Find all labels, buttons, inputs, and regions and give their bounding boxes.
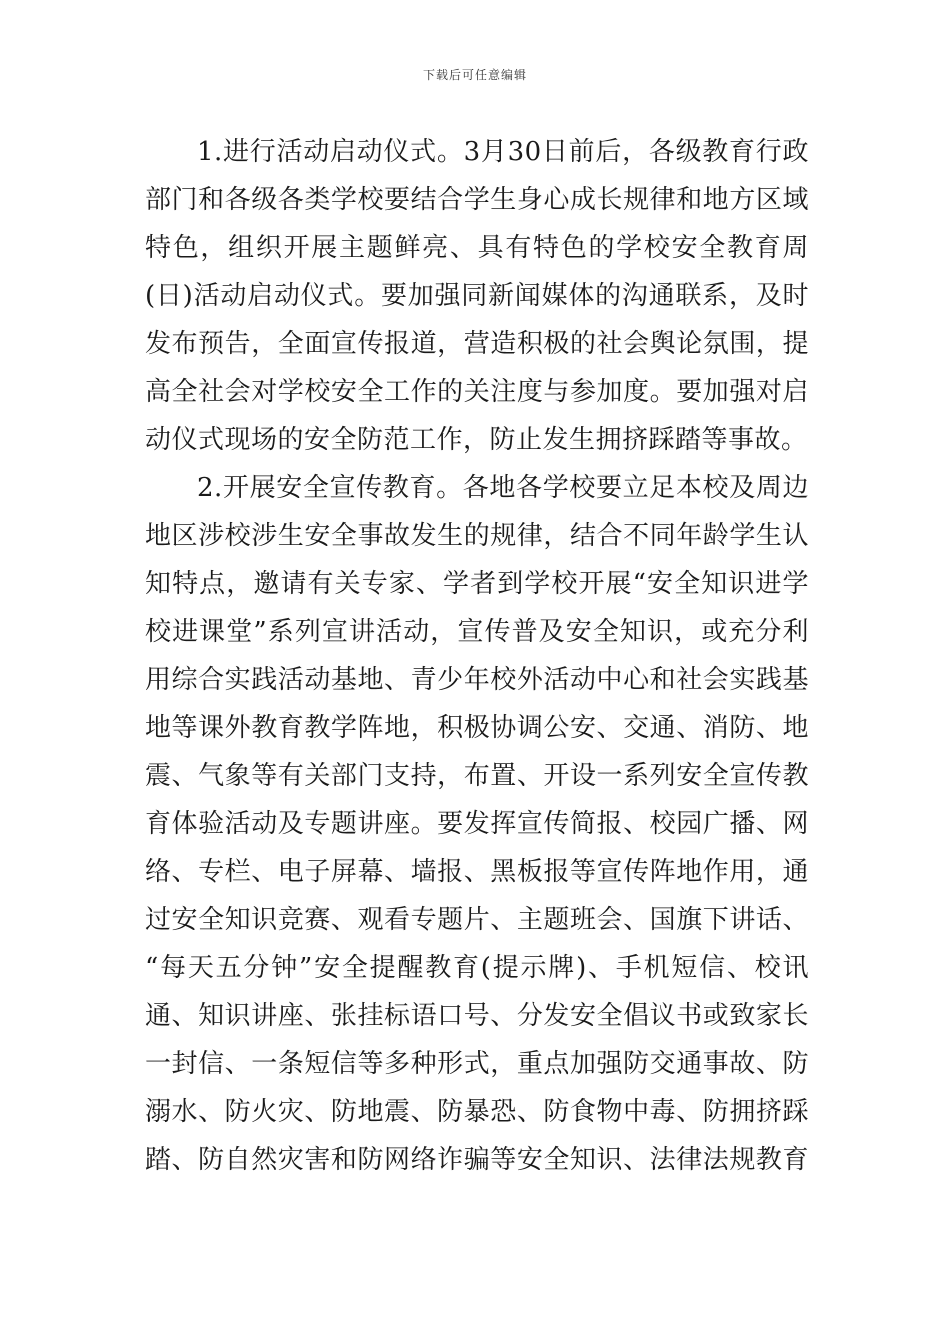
paragraph-1-line: 特色，组织开展主题鲜亮、具有特色的学校安全教育周 [145, 233, 809, 263]
paragraph-1-line: 动仪式现场的安全防范工作，防止发生拥挤踩踏等事故。 [145, 425, 808, 455]
paragraph-2-line: 知特点，邀请有关专家、学者到学校开展“安全知识进学 [145, 569, 809, 599]
paragraph-1-line: (日)活动启动仪式。要加强同新闻媒体的沟通联系，及时 [145, 281, 809, 311]
paragraph-2-line: 震、气象等有关部门支持，布置、开设一系列安全宣传教 [145, 761, 809, 791]
paragraph-2-line: 过安全知识竞赛、观看专题片、主题班会、国旗下讲话、 [145, 905, 809, 935]
paragraph-2-line: 踏、防自然灾害和防网络诈骗等安全知识、法律法规教育 [145, 1145, 809, 1175]
paragraph-2-line: 育体验活动及专题讲座。要发挥宣传简报、校园广播、网 [145, 809, 809, 839]
paragraph-2-line: 地等课外教育教学阵地，积极协调公安、交通、消防、地 [145, 713, 809, 743]
paragraph-1-line: 1.进行活动启动仪式。3月30日前后，各级教育行政 [197, 137, 809, 167]
paragraph-2-line: “每天五分钟”安全提醒教育(提示牌)、手机短信、校讯 [145, 953, 809, 983]
paragraph-1-line: 部门和各级各类学校要结合学生身心成长规律和地方区域 [145, 185, 809, 215]
paragraph-2-line: 2.开展安全宣传教育。各地各学校要立足本校及周边 [197, 473, 809, 503]
paragraph-2-line: 校进课堂”系列宣讲活动，宣传普及安全知识，或充分利 [145, 617, 809, 647]
paragraph-2-line: 用综合实践活动基地、青少年校外活动中心和社会实践基 [145, 665, 809, 695]
document-body [145, 128, 809, 1184]
page-header: 下载后可任意编辑 [422, 68, 527, 82]
paragraph-1-line: 高全社会对学校安全工作的关注度与参加度。要加强对启 [145, 377, 809, 407]
paragraph-2-line: 溺水、防火灾、防地震、防暴恐、防食物中毒、防拥挤踩 [145, 1097, 809, 1127]
paragraph-2-line: 络、专栏、电子屏幕、墙报、黑板报等宣传阵地作用，通 [145, 857, 809, 887]
paragraph-2-line: 地区涉校涉生安全事故发生的规律，结合不同年龄学生认 [145, 521, 809, 551]
paragraph-2-line: 通、知识讲座、张挂标语口号、分发安全倡议书或致家长 [145, 1001, 809, 1031]
paragraph-2-line: 一封信、一条短信等多种形式，重点加强防交通事故、防 [145, 1049, 809, 1079]
paragraph-1-line: 发布预告，全面宣传报道，营造积极的社会舆论氛围，提 [145, 329, 809, 359]
